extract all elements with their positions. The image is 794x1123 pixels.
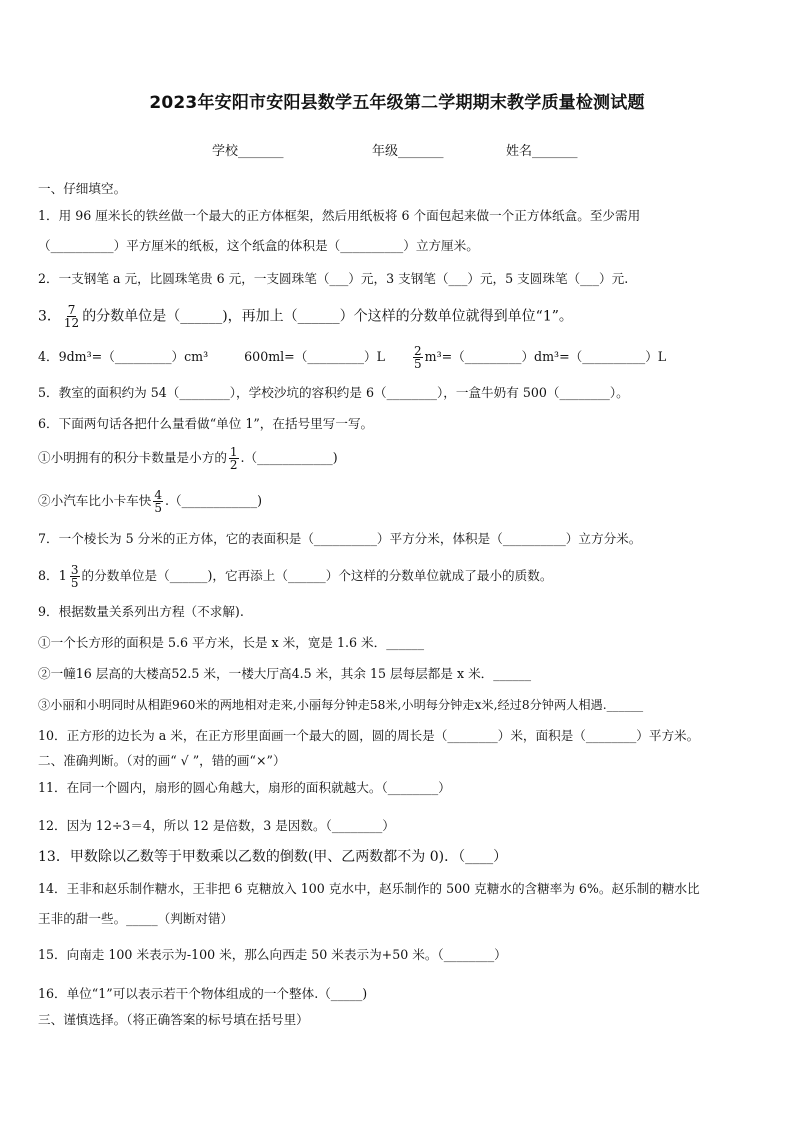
question-3-text: 的分数单位是（______)，再加上（______）个这样的分数单位就得到单位“1”。 <box>82 308 573 325</box>
question-4-fraction: $\frac{2}{5}$ <box>414 344 422 371</box>
question-13: 13．甲数除以乙数等于甲数乘以乙数的倒数(甲、乙两数都不为 0)．（____） <box>38 849 508 865</box>
question-6-a: ①小明拥有的积分卡数量是小方的 $\frac{1}{2}$ .（____________) <box>38 445 338 472</box>
question-9-b: ②一幢16 层高的大楼高52.5 米，一楼大厅高4.5 米，其余 15 层每层都是 x 米．______ <box>38 666 532 681</box>
section-choice: 三、谨慎选择。（将正确答案的标号填在括号里） <box>38 1012 309 1027</box>
question-15: 15．向南走 100 米表示为-100 米，那么向西走 50 米表示为+50 米。（________） <box>38 947 507 962</box>
school-field: 学校_______ <box>212 144 284 159</box>
question-8-mixed-number: 1 $\frac{3}{5}$ <box>58 563 79 590</box>
question-7: 7．一个棱长为 5 分米的正方体，它的表面积是（__________）平方分米，体积是（__________）立方分米。 <box>38 531 642 546</box>
name-field: 姓名_______ <box>506 144 578 159</box>
question-11: 11．在同一个圆内，扇形的圆心角越大，扇形的面积就越大。（________） <box>38 780 451 795</box>
question-6-b-fraction: $\frac{4}{5}$ <box>154 488 162 515</box>
question-14-line-1: 14．王非和赵乐制作糖水，王非把 6 克糖放入 100 克水中，赵乐制作的 500 克糖水的含糖率为 6%。赵乐制的糖水比 <box>38 881 700 896</box>
question-8: 8． 1 $\frac{3}{5}$ 的分数单位是（______)，它再添上（______）个这样的分数单位就成了最小的质数。 <box>38 563 553 590</box>
question-2: 2．一支钢笔 a 元，比圆珠笔贵 6 元，一支圆珠笔（___）元，3 支钢笔（___）元，5 支圆珠笔（___）元. <box>38 271 629 286</box>
question-6-stem: 6．下面两句话各把什么量看做“单位 1”，在括号里写一写。 <box>38 416 374 431</box>
exam-title: 2023年安阳市安阳县数学五年级第二学期期末教学质量检测试题 <box>149 93 645 113</box>
question-4-part-1: 4．9dm³=（_________）cm³ <box>38 349 209 364</box>
section-fill-in: 一、仔细填空。 <box>38 181 127 196</box>
question-9-stem: 9．根据数量关系列出方程（不求解). <box>38 604 244 619</box>
question-12: 12．因为 12÷3＝4，所以 12 是倍数，3 是因数。（________） <box>38 818 395 833</box>
question-3-fraction: $\frac{7}{12}$ <box>63 303 80 330</box>
question-9-a: ①一个长方形的面积是 5.6 平方米，长是 x 米，宽是 1.6 米．______ <box>38 635 425 650</box>
section-judgement: 二、准确判断。（对的画“ √ ”，错的画“×”） <box>38 753 286 768</box>
question-9-c: ③小丽和小明同时从相距960米的两地相对走来,小丽每分钟走58米,小明每分钟走x米,经过8分钟两人相遇.______ <box>38 698 644 712</box>
grade-field: 年级_______ <box>372 144 444 159</box>
question-6-b: ②小汽车比小卡车快 $\frac{4}{5}$ .（____________) <box>38 488 263 515</box>
question-4 <box>38 345 666 370</box>
question-1-line-2: （__________）平方厘米的纸板，这个纸盒的体积是（__________）立方厘米。 <box>38 238 479 253</box>
question-5: 5．教室的面积约为 54（________），学校沙坑的容积约是 6（________），一盒牛奶有 500（________）。 <box>38 385 629 400</box>
question-3 <box>38 304 573 329</box>
question-10: 10．正方形的边长为 a 米，在正方形里面画一个最大的圆，圆的周长是（________）米，面积是（________）平方米。 <box>38 728 700 743</box>
question-1-line-1: 1．用 96 厘米长的铁丝做一个最大的正方体框架，然后用纸板将 6 个面包起来做一个正方体纸盒。至少需用 <box>38 208 641 223</box>
question-14-line-2: 王非的甜一些。_____（判断对错） <box>38 911 234 926</box>
question-16: 16．单位“1”可以表示若干个物体组成的一个整体.（_____) <box>38 986 368 1001</box>
question-4-part-3: m³=（_________）dm³=（__________）L <box>424 349 667 364</box>
question-3-number: 3． <box>38 308 61 325</box>
question-4-part-2: 600ml=（_________）L <box>244 349 385 364</box>
question-6-a-fraction: $\frac{1}{2}$ <box>229 445 238 472</box>
